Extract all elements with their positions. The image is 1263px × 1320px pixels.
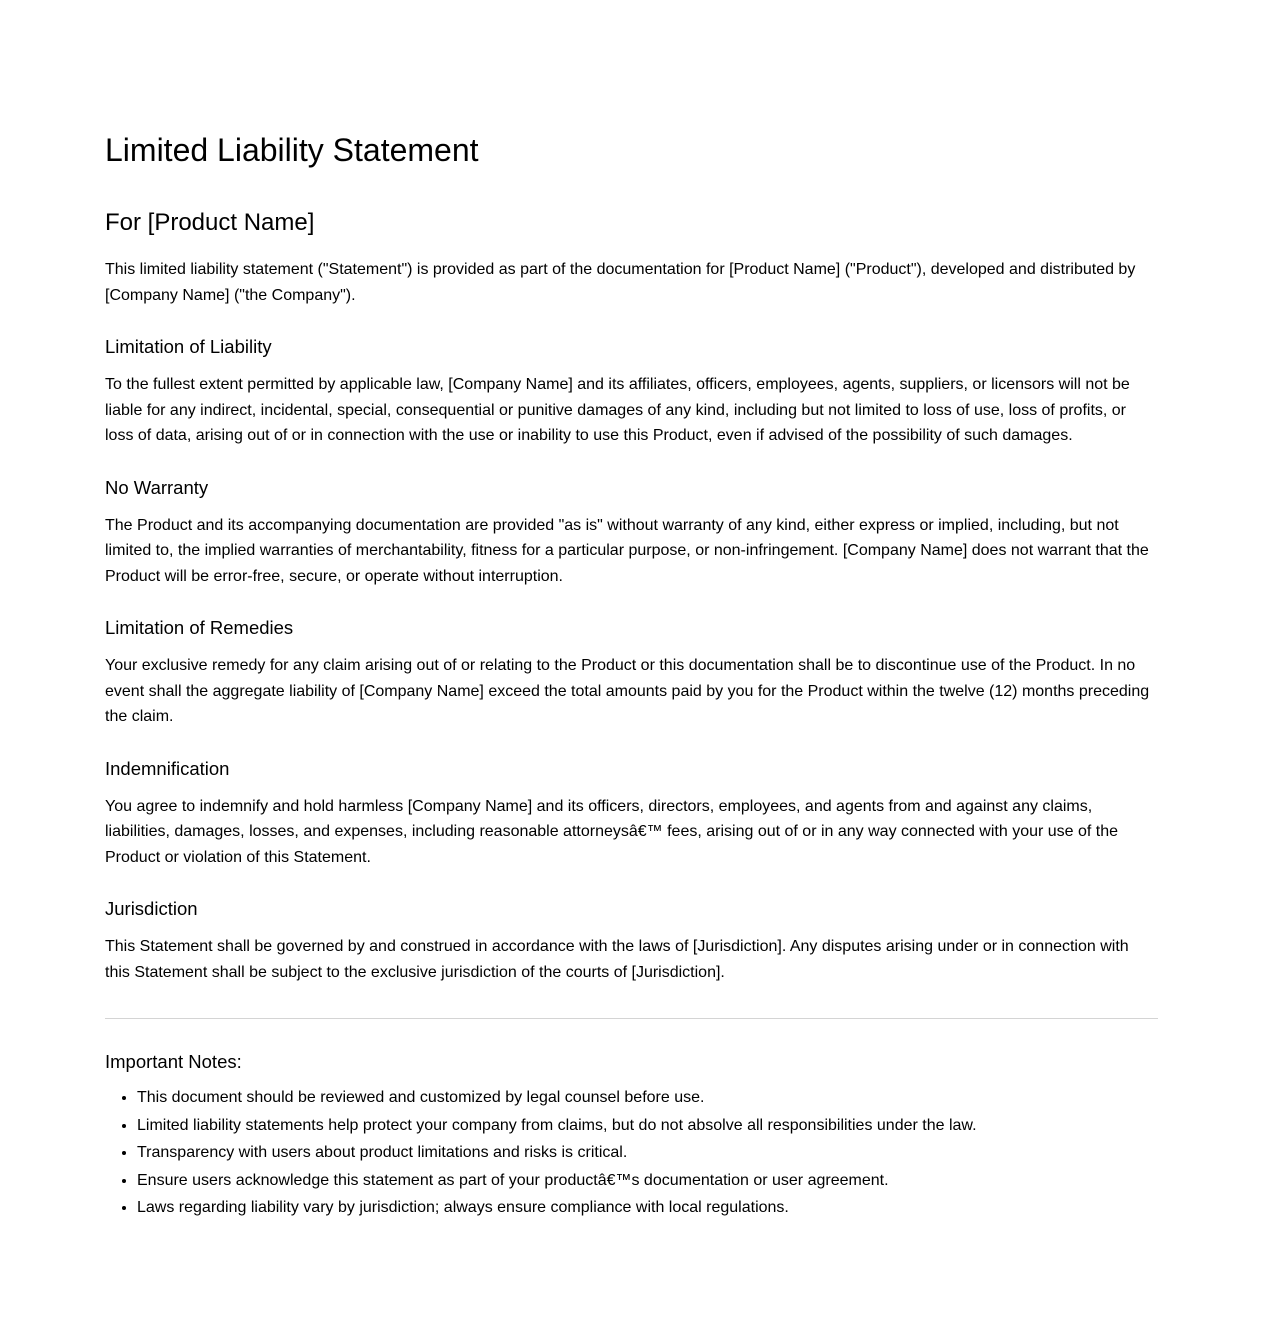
list-item: • Transparency with users about product limitations and risks is critical. — [137, 1143, 1158, 1163]
divider — [105, 1018, 1158, 1019]
section-heading: Limitation of Liability — [105, 336, 272, 357]
section-indemnification — [105, 758, 1158, 871]
intro-paragraph: This limited liability statement ("Statement") is provided as part of the documentation for [Product Name] ("Product"), developed and distributed by [Company Name] ("the Company"). — [105, 261, 1136, 304]
list-item: • Limited liability statements help protect your company from claims, but do not absolve all responsibilities under the law. — [137, 1116, 1158, 1136]
section-no-warranty — [105, 477, 1158, 590]
document-subtitle: For [Product Name] — [105, 209, 315, 236]
section-limitation-of-remedies — [105, 617, 1158, 730]
section-heading: No Warranty — [105, 476, 209, 498]
important-notes — [105, 1051, 1158, 1218]
section-body: This Statement shall be governed by and construed in accordance with the laws of [Jurisdiction]. Any disputes arising under or in connection with this Statement shall be subject to the exclusive jurisdiction of the courts of [Jurisdiction]. — [105, 938, 1129, 981]
notes-heading: Important Notes: — [105, 1051, 242, 1072]
list-item: • This document should be reviewed and customized by legal counsel before use. — [137, 1088, 1158, 1108]
list-item: • Ensure users acknowledge this statement as part of your productâ€™s documentation or user agreement. — [137, 1171, 1158, 1191]
section-body: The Product and its accompanying documentation are provided "as is" without warranty of any kind, either express or implied, including, but not limited to, the implied warranties of merchantability, fitness for a particular purpose, or non-infringement. [Company Name] does not warrant that the Product will be error-free, secure, or operate without interruption. — [105, 516, 1149, 585]
section-limitation-of-liability — [105, 336, 1158, 449]
section-heading: Jurisdiction — [105, 898, 198, 919]
document-title: Limited Liability Statement — [105, 132, 479, 168]
section-heading: Limitation of Remedies — [105, 617, 294, 638]
section-body: You agree to indemnify and hold harmless [Company Name] and its officers, directors, employees, and agents from and against any claims, liabilities, damages, losses, and expenses, including reasonable attorneysâ€™ fees, arising out of or in any way connected with your use of the Product or violation of this Statement. — [105, 797, 1119, 866]
section-heading: Indemnification — [105, 757, 230, 779]
list-item: • Laws regarding liability vary by jurisdiction; always ensure compliance with local regulations. — [137, 1198, 1158, 1218]
document-page — [105, 0, 1158, 1218]
section-body: To the fullest extent permitted by applicable law, [Company Name] and its affiliates, officers, employees, agents, suppliers, or licensors will not be liable for any indirect, incidental, special, consequential or punitive damages of any kind, including but not limited to loss of use, loss of profits, or loss of data, arising out of or in connection with the use or inability to use this Product, even if advised of the possibility of such damages. — [105, 376, 1130, 444]
section-jurisdiction — [105, 898, 1158, 985]
section-body: Your exclusive remedy for any claim arising out of or relating to the Product or this documentation shall be to discontinue use of the Product. In no event shall the aggregate liability of [Company Name] exceed the total amounts paid by you for the Product within the twelve (12) months preceding the claim. — [105, 657, 1150, 725]
notes-list — [105, 1088, 1158, 1218]
